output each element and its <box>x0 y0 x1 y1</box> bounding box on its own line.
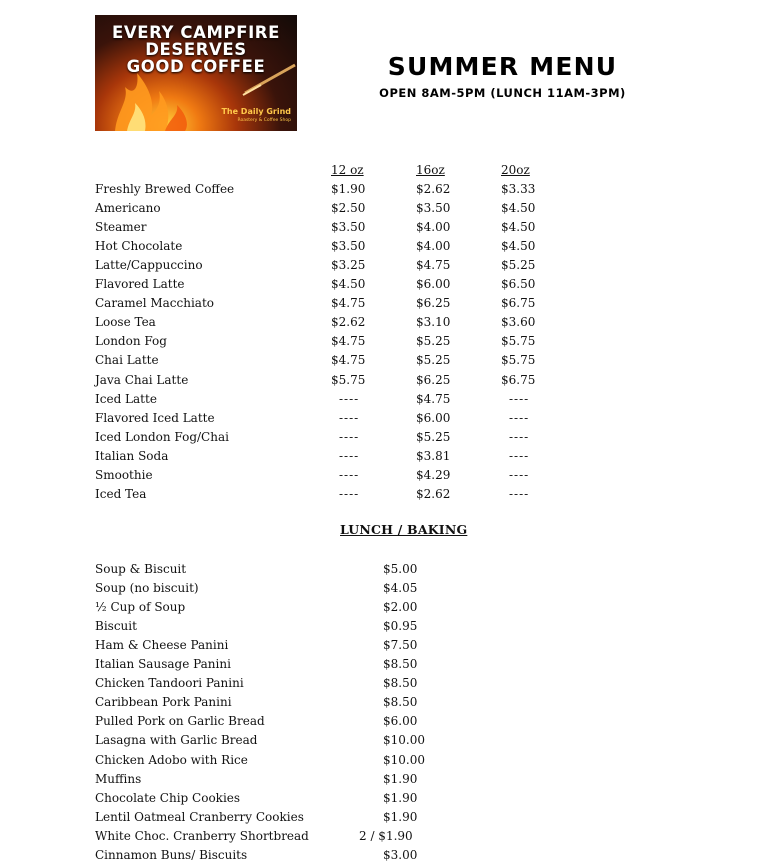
drink-price-16oz: $6.00 <box>416 277 451 292</box>
drink-name: Iced Latte <box>95 391 157 406</box>
drink-price-20oz: ---- <box>509 391 530 406</box>
drink-row <box>0 485 777 504</box>
lunch-row <box>0 770 777 789</box>
lunch-item-name: Cinnamon Buns/ Biscuits <box>95 847 248 862</box>
lunch-row <box>0 674 777 693</box>
drink-price-12oz: ---- <box>339 391 360 406</box>
lunch-item-name: Lentil Oatmeal Cranberry Cookies <box>95 809 304 824</box>
lunch-baking-heading: LUNCH / BAKING <box>340 522 468 537</box>
menu-hours: OPEN 8AM-5PM (LUNCH 11AM-3PM) <box>379 86 626 100</box>
drink-row <box>0 447 777 466</box>
lunch-item-price: $1.90 <box>383 771 418 786</box>
size-header-16oz: 16oz <box>416 163 445 177</box>
lunch-item-name: Caribbean Pork Panini <box>95 695 232 710</box>
lunch-item-price: $8.50 <box>383 676 418 691</box>
lunch-item-name: Biscuit <box>95 619 137 634</box>
drink-row <box>0 313 777 332</box>
menu-title: SUMMER MENU <box>387 52 618 81</box>
drink-price-16oz: $4.00 <box>416 239 451 254</box>
drink-row <box>0 256 777 275</box>
lunch-row <box>0 560 777 579</box>
lunch-item-price: $6.00 <box>383 714 418 729</box>
drink-price-12oz: $4.75 <box>331 334 366 349</box>
drink-price-12oz: $3.50 <box>331 239 366 254</box>
drink-price-16oz: $3.10 <box>416 315 451 330</box>
lunch-item-price: $1.90 <box>383 809 418 824</box>
drink-price-16oz: $3.81 <box>416 448 451 463</box>
lunch-item-name: Chicken Tandoori Panini <box>95 676 244 691</box>
drink-price-20oz: $6.75 <box>501 372 536 387</box>
drink-price-12oz: $3.50 <box>331 220 366 235</box>
lunch-item-price: $1.90 <box>383 790 418 805</box>
drink-name: Hot Chocolate <box>95 239 183 254</box>
drink-name: Iced London Fog/Chai <box>95 429 229 444</box>
drink-name: Italian Soda <box>95 448 169 463</box>
lunch-item-price: $8.50 <box>383 657 418 672</box>
lunch-item-name: Ham & Cheese Panini <box>95 638 229 653</box>
drink-price-16oz: $5.25 <box>416 334 451 349</box>
drink-price-20oz: $6.75 <box>501 296 536 311</box>
lunch-row <box>0 655 777 674</box>
drink-row <box>0 180 777 199</box>
logo-brand-sub: Roastery & Coffee Shop <box>237 118 291 123</box>
lunch-item-price: $10.00 <box>383 733 425 748</box>
lunch-item-price: $2.00 <box>383 600 418 615</box>
drink-name: Caramel Macchiato <box>95 296 215 311</box>
drink-price-12oz: $4.75 <box>331 296 366 311</box>
lunch-row <box>0 712 777 731</box>
drink-price-20oz: $4.50 <box>501 220 536 235</box>
lunch-row <box>0 598 777 617</box>
drink-price-16oz: $3.50 <box>416 201 451 216</box>
drink-price-12oz: $4.75 <box>331 353 366 368</box>
lunch-item-price: $8.50 <box>383 695 418 710</box>
size-header-12oz: 12 oz <box>331 163 364 177</box>
drink-price-16oz: $2.62 <box>416 182 451 196</box>
lunch-row <box>0 789 777 808</box>
drink-name: Steamer <box>95 220 147 235</box>
lunch-item-name: Soup & Biscuit <box>95 562 187 576</box>
drink-price-20oz: $5.75 <box>501 353 536 368</box>
lunch-row <box>0 617 777 636</box>
lunch-row <box>0 751 777 770</box>
drink-price-20oz: ---- <box>509 467 530 482</box>
drink-price-20oz: ---- <box>509 448 530 463</box>
drink-price-12oz: ---- <box>339 410 360 425</box>
drink-row <box>0 428 777 447</box>
drink-row <box>0 351 777 370</box>
drink-name: Loose Tea <box>95 315 156 330</box>
drink-row <box>0 332 777 351</box>
drink-name: Flavored Iced Latte <box>95 410 215 425</box>
lunch-row <box>0 827 777 846</box>
drink-row <box>0 466 777 485</box>
lunch-item-price: $0.95 <box>383 619 418 634</box>
drink-price-16oz: $6.00 <box>416 410 451 425</box>
logo-line-1: EVERY CAMPFIRE <box>112 23 280 42</box>
drink-price-20oz: $5.25 <box>501 258 536 273</box>
lunch-row <box>0 731 777 750</box>
drink-row <box>0 294 777 313</box>
drink-price-16oz: $4.75 <box>416 391 451 406</box>
lunch-row <box>0 636 777 655</box>
logo-line-2: DESERVES <box>145 40 247 59</box>
lunch-item-name: Muffins <box>95 771 142 786</box>
lunch-item-price: $7.50 <box>383 638 418 653</box>
drink-price-12oz: $1.90 <box>331 182 366 196</box>
lunch-item-name: ½ Cup of Soup <box>95 600 186 615</box>
drink-row <box>0 218 777 237</box>
lunch-row <box>0 846 777 865</box>
drink-price-12oz: ---- <box>339 448 360 463</box>
lunch-row <box>0 808 777 827</box>
drink-price-16oz: $2.62 <box>416 486 451 501</box>
drink-price-20oz: $6.50 <box>501 277 536 292</box>
drink-price-12oz: ---- <box>339 467 360 482</box>
drink-name: Americano <box>95 201 161 216</box>
drink-price-16oz: $4.29 <box>416 467 451 482</box>
drink-price-16oz: $6.25 <box>416 372 451 387</box>
logo-brand: The Daily Grind <box>221 107 291 116</box>
drink-price-20oz: $5.75 <box>501 334 536 349</box>
lunch-item-name: White Choc. Cranberry Shortbread <box>95 828 309 843</box>
drink-price-16oz: $5.25 <box>416 429 451 444</box>
drink-name: Flavored Latte <box>95 277 185 292</box>
lunch-row <box>0 693 777 712</box>
logo-line-3: GOOD COFFEE <box>126 57 266 76</box>
drink-price-12oz: $5.75 <box>331 372 366 387</box>
drink-price-16oz: $4.00 <box>416 220 451 235</box>
drink-name: Freshly Brewed Coffee <box>95 182 235 196</box>
drink-price-20oz: ---- <box>509 429 530 444</box>
lunch-item-name: Chocolate Chip Cookies <box>95 790 241 805</box>
drink-name: Smoothie <box>95 467 153 482</box>
drink-price-20oz: ---- <box>509 486 530 501</box>
drink-row <box>0 275 777 294</box>
drink-price-20oz: $4.50 <box>501 201 536 216</box>
lunch-item-name: Lasagna with Garlic Bread <box>95 733 258 748</box>
drink-price-12oz: ---- <box>339 429 360 444</box>
drink-price-20oz: $4.50 <box>501 239 536 254</box>
drink-price-12oz: $2.62 <box>331 315 366 330</box>
drink-price-16oz: $6.25 <box>416 296 451 311</box>
drink-name: Java Chai Latte <box>95 372 189 387</box>
drink-price-12oz: $3.25 <box>331 258 366 273</box>
drink-price-20oz: $3.60 <box>501 315 536 330</box>
lunch-item-name: Soup (no biscuit) <box>95 581 199 596</box>
drink-row <box>0 390 777 409</box>
size-header-20oz: 20oz <box>501 163 530 177</box>
drink-price-16oz: $5.25 <box>416 353 451 368</box>
lunch-item-price: $3.00 <box>383 847 418 862</box>
drink-row <box>0 237 777 256</box>
drink-price-16oz: $4.75 <box>416 258 451 273</box>
lunch-row <box>0 579 777 598</box>
lunch-item-price: $5.00 <box>383 562 418 576</box>
drink-row <box>0 371 777 390</box>
drink-name: Latte/Cappuccino <box>95 258 203 273</box>
drink-row <box>0 199 777 218</box>
lunch-item-name: Pulled Pork on Garlic Bread <box>95 714 265 729</box>
campfire-logo <box>95 15 297 131</box>
drink-price-20oz: ---- <box>509 410 530 425</box>
drink-name: London Fog <box>95 334 167 349</box>
drink-price-12oz: $4.50 <box>331 277 366 292</box>
drink-price-12oz: ---- <box>339 486 360 501</box>
lunch-item-price: $10.00 <box>383 752 425 767</box>
drink-price-20oz: $3.33 <box>501 182 536 196</box>
drink-name: Chai Latte <box>95 353 159 368</box>
drink-name: Iced Tea <box>95 486 147 501</box>
lunch-item-price: 2 / $1.90 <box>359 828 413 843</box>
drink-price-12oz: $2.50 <box>331 201 366 216</box>
lunch-item-name: Italian Sausage Panini <box>95 657 231 672</box>
lunch-item-name: Chicken Adobo with Rice <box>95 752 248 767</box>
drink-row <box>0 409 777 428</box>
lunch-item-price: $4.05 <box>383 581 418 596</box>
